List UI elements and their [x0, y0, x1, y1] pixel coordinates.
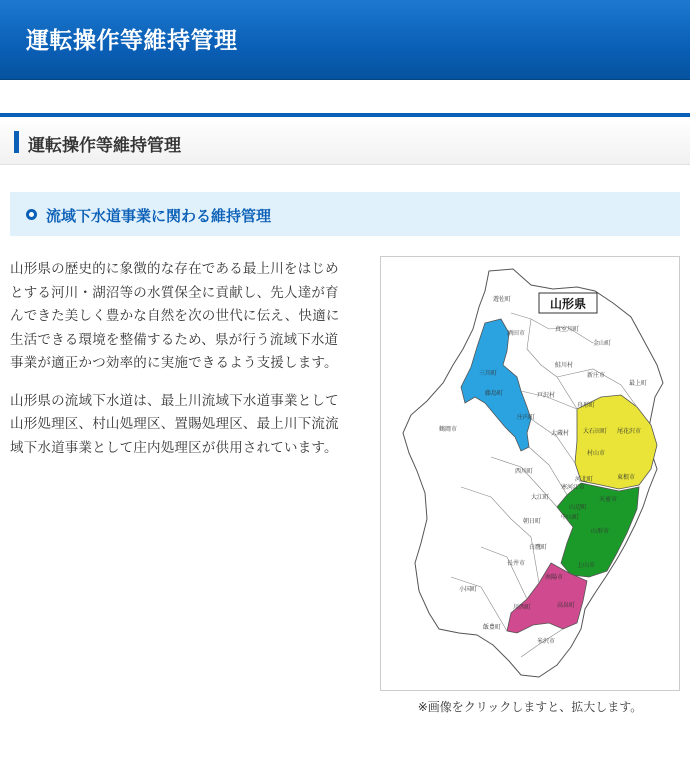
label-obanazawa: 尾花沢市: [617, 428, 642, 435]
label-nishikawa: 西川町: [515, 468, 534, 475]
circle-bullet-icon: [26, 209, 37, 220]
subsection-title: 流域下水道事業に関わる維持管理: [46, 207, 272, 225]
intro-paragraph: 山形県の歴史的に象徴的な存在である最上川をはじめとする河川・湖沼等の水質保全に貢献し、先人達が育んできた美しく豊かな自然を次の世代に伝え、快適に生活できる環境を整備するため、県が行う流域下水道事業が適正かつ効率的に実施できるよう支援します。: [10, 261, 340, 371]
subsection-header: [10, 192, 680, 236]
section-title: 運転操作等維持管理: [28, 136, 181, 156]
label-shinjo: 新庄市: [587, 372, 606, 379]
label-kaneyama: 金山町: [593, 340, 612, 347]
label-nagai: 長井市: [507, 560, 526, 567]
label-sagae: 寒河江市: [561, 484, 586, 491]
label-mogami: 最上町: [629, 380, 648, 387]
label-nakayama: 中山町: [561, 514, 580, 521]
label-okura: 大蔵村: [551, 430, 570, 437]
yamagata-map: [381, 257, 679, 690]
label-yonezawa: 米沢市: [537, 638, 556, 645]
page-banner: [0, 0, 690, 80]
detail-paragraph: 山形県の流域下水道は、最上川流域下水道事業として山形処理区、村山処理区、置賜処理区、最上川下流流域下水道事業として庄内処理区が供用されています。: [10, 392, 339, 456]
label-yamagata-city: 山形市: [591, 528, 610, 535]
label-tendo: 天童市: [599, 496, 618, 503]
label-oguni: 小国町: [459, 586, 478, 593]
label-iide: 飯豊町: [483, 624, 502, 631]
label-yamanobe: 山辺町: [569, 504, 588, 511]
map-note: ※画像をクリックしますと、拡大します。: [417, 700, 643, 714]
label-murayama-city: 村山市: [587, 450, 606, 457]
banner-title: 運転操作等維持管理: [26, 28, 238, 54]
label-sakata: 酒田市: [507, 330, 526, 337]
label-mamurogawa: 真室川町: [555, 326, 580, 333]
content-text: [10, 258, 348, 474]
label-oishida: 大石田町: [583, 428, 608, 435]
label-fujishima: 藤島町: [485, 390, 504, 397]
label-tozawa: 戸沢村: [537, 392, 556, 399]
label-takahata: 高畠町: [557, 602, 576, 609]
label-kahoku: 河北町: [575, 476, 594, 483]
label-sakegawa: 鮭川村: [555, 362, 574, 369]
label-shirataka: 白鷹町: [529, 544, 548, 551]
label-oe: 大江町: [531, 494, 550, 501]
label-yuza: 遊佐町: [493, 296, 512, 303]
label-mikawa: 三川町: [479, 370, 498, 377]
section-accent-bar: [14, 131, 19, 153]
label-higashine: 東根市: [617, 474, 636, 481]
label-nanyo: 南陽市: [545, 574, 564, 581]
label-shonai-town: 庄内町: [517, 414, 536, 421]
map-title: 山形県: [549, 297, 587, 311]
label-funagata: 舟形町: [577, 402, 596, 409]
section-header: [0, 113, 690, 165]
label-kaminoyama: 上山市: [577, 562, 596, 569]
prefecture-map-image[interactable]: [380, 256, 680, 691]
label-kawanishi: 川西町: [513, 604, 532, 611]
label-asahi: 朝日町: [523, 518, 542, 525]
label-tsuruoka: 鶴岡市: [439, 426, 458, 433]
